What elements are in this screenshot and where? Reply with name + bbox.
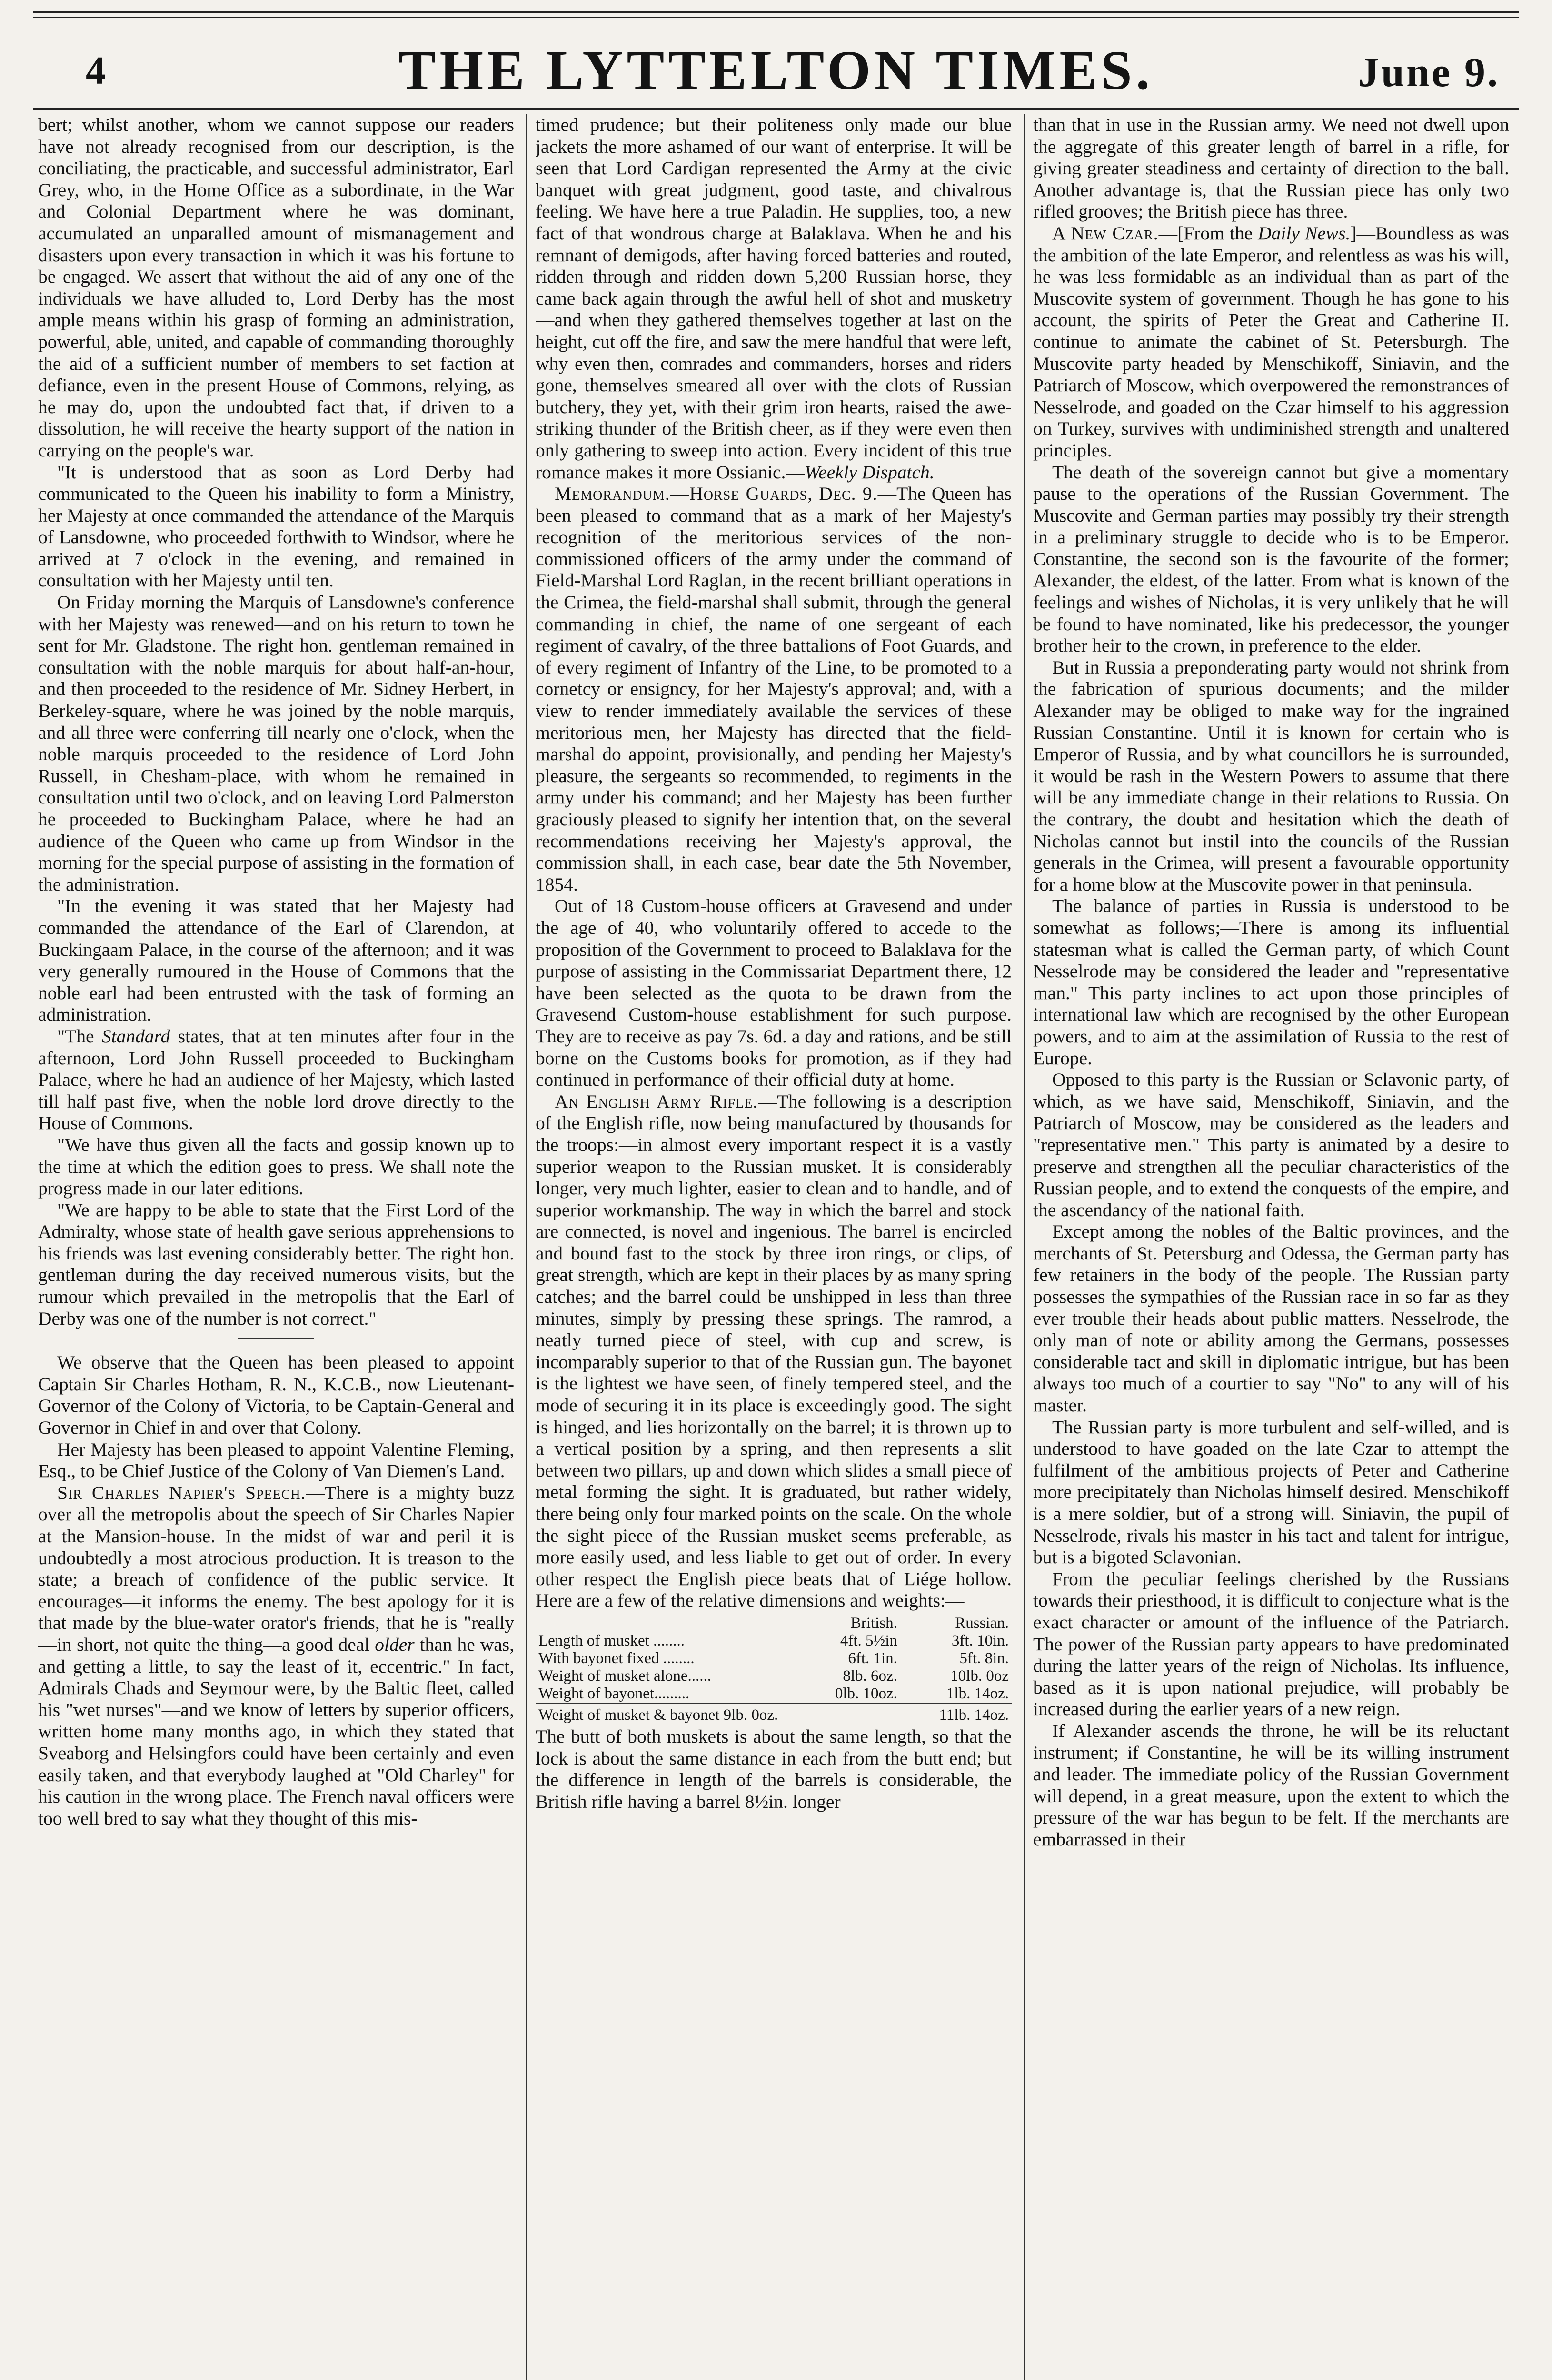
- british-value: 0lb. 10oz.: [835, 1685, 897, 1702]
- table-total-row: [536, 1703, 1012, 1724]
- article-heading: An English Army Rifle.: [555, 1091, 758, 1112]
- row-label: Weight of bayonet.........: [538, 1685, 690, 1702]
- column-rule: [1024, 114, 1025, 2380]
- newspaper-title: THE LYTTELTON TIMES.: [398, 39, 1154, 101]
- italic-text: Standard: [101, 1025, 170, 1047]
- source-credit: Daily News.: [1258, 222, 1351, 244]
- paragraph: "It is understood that as soon as Lord Derby had communicated to the Queen his inability to form a Ministry, her Majesty at once commanded the attendance of the Marquis of Lansdowne, who proceeded forthwith to Windsor, where he arrived at 7 o'clock in the evening, and remained in consultation with her Majesty until ten.: [38, 461, 514, 591]
- paragraph: [38, 1482, 514, 1830]
- column-1: [38, 114, 514, 2380]
- british-value: 4ft. 5½in: [840, 1632, 897, 1649]
- article-heading: A New Czar.: [1052, 222, 1159, 244]
- masthead-bottom-rule: [33, 108, 1519, 110]
- page-number: 4: [86, 49, 106, 93]
- column-rule: [526, 114, 527, 2380]
- paragraph: We observe that the Queen has been pleased to appoint Captain Sir Charles Hotham, R. N., K.C.B., now Lieutenant-Governor of the Colony of Victoria, to be Captain-General and Governor in Chief in and over that Colony.: [38, 1352, 514, 1438]
- british-value: 8lb. 6oz.: [843, 1667, 897, 1685]
- paragraph: [38, 1026, 514, 1134]
- paragraph: The balance of parties in Russia is understood to be somewhat as follows;—There is among its influential statesman what is called the German party, of which Count Nesselrode may be considered the leader and "representative man." This party inclines to act upon those principles of international law which are recognised by the other European powers, and to aim at the assimilation of Russia to the rest of Europe.: [1033, 895, 1509, 1069]
- text: timed prudence; but their politeness only made our blue jackets the more ashamed of our want of enterprise. It will be seen that Lord Cardigan represented the Army at the civic banquet with great judgment, good taste, and chivalrous feeling. We have here a true Paladin. He supplies, too, a new fact of that wondrous charge at Balaklava. When he and his remnant of demigods, after having forced batteries and routed, ridden through and ridden down 5,200 Russian horse, they came back again through the awful hell of shot and musketry—and when they gathered themselves together at last on the height, cut off the fire, and saw the mere handful that were left, why even then, comrades and commanders, horses and riders gone, themselves smeared all over with the clots of Russian butchery, they yet, with their grim iron hearts, raised the awe-striking thunder of the British cheer, as if they were even then only gathering to sweep into action. Every incident of this true romance makes it more Ossianic.—: [536, 114, 1012, 483]
- paragraph: Her Majesty has been pleased to appoint Valentine Fleming, Esq., to be Chief Justice of the Colony of Van Diemen's Land.: [38, 1438, 514, 1482]
- russian-value: 5ft. 8in.: [959, 1649, 1009, 1667]
- text: "The: [57, 1025, 102, 1047]
- masthead-top-rule: [33, 11, 1519, 18]
- table-header-british: British.: [850, 1614, 897, 1632]
- table-row: [536, 1667, 1012, 1685]
- text: —The following is a description of the English rifle, now being manufactured by thousands for the troops:—in almost every important respect it is a vastly superior weapon to the Russian musket. It is considerably longer, very much lighter, easier to clean and to handle, and of superior workmanship. The way in which the barrel and stock are connected, is novel and ingenious. The barrel is encircled and bound fast to the stock by three iron rings, or clips, of great strength, which are kept in their places by as many spring catches; and the barrel could be unshipped in less than three minutes, simply by pressing these springs. The ramrod, a neatly turned piece of steel, with cup and screw, is incomparably superior to that of the Russian gun. The bayonet is the lightest we have seen, of finely tempered steel, and the mode of securing it in its place is exceedingly good. The sight is hinged, and lies horizontally on the barrel; it is thrown up to a vertical position by a spring, and then represents a slit between two pillars, up and down which slides a small piece of metal forming the sight. It is graduated, but rather widely, there being only four marked points on the scale. On the whole the sight piece of the Russian musket seems preferable, as more easily used, and less liable to get out of order. In every other respect the English piece beats that of Liége hollow. Here are a few of the relative dimensions and weights:—: [536, 1091, 1012, 1611]
- paragraph: The death of the sovereign cannot but give a momentary pause to the operations of the Russian Government. The Muscovite and German parties may possibly try their strength in a preliminary struggle to decide who is to be Emperor. Constantine, the second son is the favourite of the former; Alexander, the eldest, of the latter. From what is known of the feelings and wishes of Nicholas, it is very unlikely that he will be found to have nominated, like his predecessor, the younger brother heir to the crown, in preference to the elder.: [1033, 461, 1509, 656]
- paragraph: The butt of both muskets is about the same length, so that the lock is about the same distance in each from the butt end; but the difference in length of the barrels is considerable, the British rifle having a barrel 8½in. longer: [536, 1726, 1012, 1812]
- paragraph: [536, 483, 1012, 895]
- masthead: [33, 5, 1519, 114]
- paragraph: [1033, 223, 1509, 462]
- paragraph: From the peculiar feelings cherished by the Russians towards their priesthood, it is difficult to conjecture what is the exact character or amount of the influence of the Patriarch. The power of the Russian party appears to have predominated during the latter years of the reign of Nicholas. Its influence, based as it is upon national prejudice, will probably be increased during the earlier years of a new reign.: [1033, 1568, 1509, 1720]
- rifle-dimensions-table: [536, 1615, 1012, 1724]
- paragraph: bert; whilst another, whom we cannot suppose our readers have not already recognised from our description, is the conciliating, the practicable, and successful administrator, Earl Grey, who, in the Home Office as a subordinate, in the War and Colonial Department where he was dominant, accumulated an unparalled amount of mismanagement and disasters upon every transaction in which it was his fortune to be engaged. We assert that without the aid of any one of the individuals we have alluded to, Lord Derby has the most ample means within his grasp of forming an administration, powerful, able, united, and capable of commanding thoroughly the aid of a sufficient number of members to set faction at defiance, even in the present House of Commons, relying, as he may do, upon the undoubted fact that, if driven to a dissolution, he will receive the hearty support of the nation in carrying on the people's war.: [38, 114, 514, 461]
- table-row: [536, 1685, 1012, 1703]
- russian-value: 3ft. 10in.: [951, 1632, 1009, 1649]
- table-header-row: [536, 1615, 1012, 1632]
- source-credit: Weekly Dispatch.: [804, 461, 935, 483]
- table-row: [536, 1632, 1012, 1650]
- russian-total: 11lb. 14oz.: [900, 1703, 1012, 1724]
- text: states, that at ten minutes after four in the afternoon, Lord John Russell proceeded to Buckingham Palace, where he had an audience of her Majesty, which lasted till half past five, when the noble lord drove directly to the House of Commons.: [38, 1025, 514, 1134]
- table-header-russian: Russian.: [955, 1614, 1009, 1632]
- paragraph: The Russian party is more turbulent and self-willed, and is understood to have goaded on the late Czar to attempt the fulfilment of the ambitious projects of Peter and Catherine more precipitately than Nicholas himself desired. Menschikoff is a mere soldier, but of a strong will. Siniavin, the pupil of Nesselrode, rivals his master in his tact and talent for intrigue, but is a bigoted Sclavonian.: [1033, 1416, 1509, 1568]
- row-label: Weight of musket alone......: [538, 1667, 712, 1685]
- paragraph: Except among the nobles of the Baltic provinces, and the merchants of St. Petersburg and Odessa, the German party has few retainers in the body of the people. The Russian party possesses the sympathies of the Russian race in so far as they ever trouble their heads about public matters. Nesselrode, the only man of note or ability among the Germans, possesses considerable tact and skill in diplomatic intrigue, but has been always too much of a courtier to say "No" to any will of his master.: [1033, 1221, 1509, 1416]
- paragraph: than that in use in the Russian army. We need not dwell upon the aggregate of this greater length of barrel in a rifle, for giving greater steadiness and certainty of direction to the ball. Another advantage is, that the Russian piece has only two rifled grooves; the British piece has three.: [1033, 114, 1509, 222]
- paragraph: "In the evening it was stated that her Majesty had commanded the attendance of the Earl of Clarendon, at Buckingaam Palace, in the course of the afternoon; and it was very generally rumoured in the House of Commons that the noble earl had been entrusted with the task of forming an administration.: [38, 895, 514, 1025]
- paragraph: But in Russia a preponderating party would not shrink from the fabrication of spurious documents; and the milder Alexander may be obliged to make way for the ingrained Russian Constantine. Until it is known for certain who is Emperor of Russia, and by what councillors he is surrounded, it would be rash in the Western Powers to assume that there will be any immediate change in their relations to Russia. On the contrary, the doubt and hesitation which the death of Nicholas cannot but instil into the councils of the Russian generals in the Crimea, will present a favourable opportunity for a home blow at the Muscovite power in that peninsula.: [1033, 656, 1509, 895]
- text: —[From the: [1158, 222, 1258, 244]
- paragraph: [536, 114, 1012, 483]
- paragraph: If Alexander ascends the throne, he will be its reluctant instrument; if Constantine, he will be its willing instrument and leader. The immediate policy of the Russian Government will depend, in a great measure, upon the extent to which the pressure of the war has begun to be felt. If the merchants are embarrassed in their: [1033, 1720, 1509, 1850]
- paragraph: "We have thus given all the facts and gossip known up to the time at which the edition goes to press. We shall note the progress made in our later editions.: [38, 1134, 514, 1199]
- table-header-blank: [536, 1615, 799, 1632]
- paragraph: On Friday morning the Marquis of Lansdowne's conference with her Majesty was renewed—and on his return to town he sent for Mr. Gladstone. The right hon. gentleman remained in consultation with the noble marquis for about half-an-hour, and then proceeded to the residence of Mr. Sidney Herbert, in Berkeley-square, where he was joined by the noble marquis, and all three were conferring till nearly one o'clock, when the noble marquis proceeded to the residence of Lord John Russell, in Chesham-place, with whom he remained in consultation until two o'clock, and on leaving Lord Palmerston he proceeded to Buckingham Palace, where he had an audience of the Queen who came up from Windsor in the morning for the special purpose of assisting in the formation of the administration.: [38, 592, 514, 895]
- article-heading: Sir Charles Napier's Speech.: [57, 1482, 306, 1503]
- row-label: With bayonet fixed ........: [538, 1649, 695, 1667]
- text: ]—: [1350, 222, 1376, 244]
- russian-value: 1lb. 14oz.: [946, 1685, 1009, 1702]
- paragraph: "We are happy to be able to state that the First Lord of the Admiralty, whose state of health gave serious apprehensions to his friends was last evening considerably better. The right hon. gentleman during the day received numerous visits, but the rumour which prevailed in the metropolis that the Earl of Derby was one of the number is not correct.": [38, 1199, 514, 1329]
- column-2: [536, 114, 1012, 2380]
- italic-text: older: [375, 1634, 415, 1655]
- article-heading: Memorandum.—Horse Guards, Dec. 9.: [555, 483, 878, 505]
- text: —There is a mighty buzz over all the metropolis about the speech of Sir Charles Napier at the Mansion-house. In the midst of war and peril it is undoubtedly a most atrocious production. It is treason to the state; a breach of confidence of the public service. It encourages—it informs the enemy. The best apology for it is that made by the blue-water orator's friends, that he is "really—in short, not quite the thing—a good deal: [38, 1482, 514, 1655]
- column-3: [1033, 114, 1509, 2380]
- total-label: Weight of musket & bayonet 9lb. 0oz.: [536, 1703, 900, 1724]
- text: Boundless as was the ambition of the late Emperor, and relentless as was his will, he was less formidable as an individual than as part of the Muscovite system of government. Though he has gone to his account, the spirits of Peter the Great and Catherine II. continue to animate the cabinet of St. Petersburgh. The Muscovite party headed by Menschikoff, Siniavin, and the Patriarch of Moscow, which overpowered the remonstrances of Nesselrode, and goaded on the Czar himself to his aggression on Turkey, survives with undiminished strength and unaltered principles.: [1033, 222, 1509, 461]
- paragraph: Out of 18 Custom-house officers at Gravesend and under the age of 40, who voluntarily offered to accede to the proposition of the Government to proceed to Balaklava for the purpose of assisting in the Commissariat Department there, 12 have been selected as the quota to be drawn from the Gravesend Custom-house establishment for such purpose. They are to receive as pay 7s. 6d. a day and rations, and be still borne on the Customs books for promotion, as if they had continued in performance of their official duty at home.: [536, 895, 1012, 1091]
- issue-date: June 9.: [1358, 50, 1500, 96]
- text: than he was, and getting a little, to say the least of it, eccentric." In fact, Admirals Chads and Seymour were, by the Baltic fleet, called his "wet nurses"—and we know of letters by superior officers, written home many months ago, in which they stated that Sveaborg and Helsingfors could have been certainly and even easily taken, and that everybody laughed at "Old Charley" for his caution in the wrong place. The French naval officers were too well bred to say what they thought of this mis-: [38, 1634, 514, 1829]
- british-value: 6ft. 1in.: [848, 1649, 897, 1667]
- row-label: Length of musket ........: [538, 1632, 685, 1649]
- paragraph: Opposed to this party is the Russian or Sclavonic party, of which, as we have said, Menschikoff, Siniavin, and the Patriarch of Moscow, may be considered as the leaders and "representative men." This party is animated by a desire to preserve and strengthen all the peculiar characteristics of the Russian people, and to extend the conquests of the empire, and the ascendancy of the national faith.: [1033, 1069, 1509, 1220]
- russian-value: 10lb. 0oz: [950, 1667, 1009, 1685]
- paragraph: [536, 1091, 1012, 1612]
- section-divider: [238, 1338, 314, 1339]
- table-row: [536, 1650, 1012, 1667]
- text: —The Queen has been pleased to command that as a mark of her Majesty's recognition of the meritorious services of the non-commissioned officers of the army under the command of Field-Marshal Lord Raglan, in the recent brilliant operations in the Crimea, the field-marshal shall submit, through the general commanding in chief, the name of one sergeant of each regiment of cavalry, of the three battalions of Foot Guards, and of every regiment of Infantry of the Line, to be promoted to a cornetcy or ensigncy, for her Majesty's approval; and, with a view to render immediately available the services of these meritorious men, her Majesty has directed that the field-marshal do appoint, provisionally, and pending her Majesty's pleasure, the sergeants so recommended, to regiments in the army under his command; and her Majesty has been further graciously pleased to signify her intention that, on the several recommendations receiving her Majesty's approval, the commission shall, in each case, bear date the 5th November, 1854.: [536, 483, 1012, 895]
